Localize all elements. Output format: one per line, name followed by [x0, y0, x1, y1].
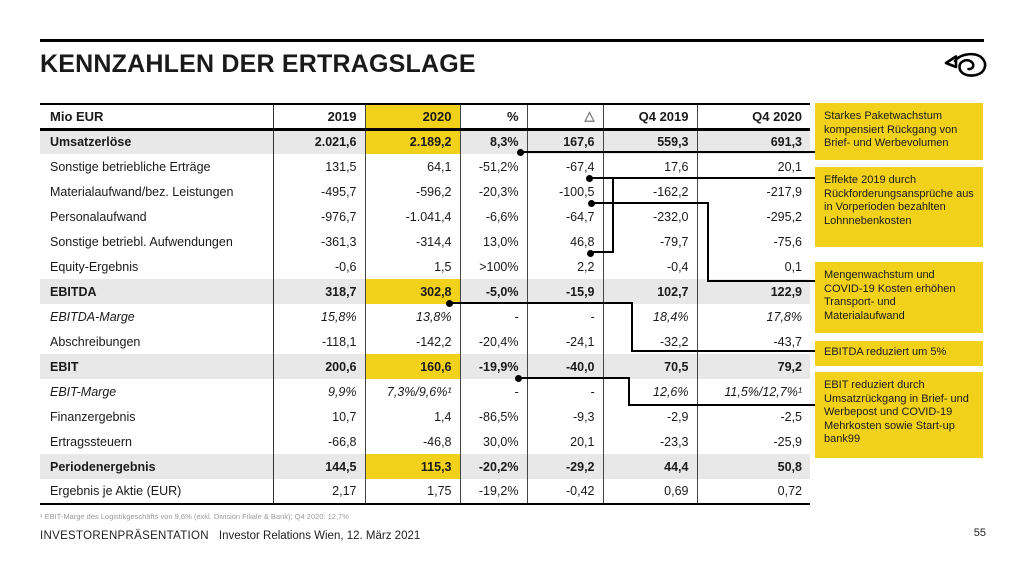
footnote: ¹ EBIT-Marge des Logistikgeschäfts von 9,6% (exkl. Division Filiale & Bank); Q4 2020: 12,7% [40, 512, 349, 521]
row-label: Ertragssteuern [50, 434, 132, 449]
cell-value: -1.041,4 [365, 204, 460, 229]
row-label: Sonstige betriebliche Erträge [50, 159, 211, 174]
table-row [40, 254, 810, 279]
cell-value: 20,1 [697, 154, 810, 179]
column-header-2020: 2020 [365, 104, 460, 129]
column-header-unit: Mio EUR [40, 104, 273, 129]
cell-value: - [460, 304, 527, 329]
annotation-ebit: EBIT reduziert durch Umsatzrückgang in Brief- und Werbepost und COVID-19 Mehrkosten sowie Start-up bank99 [815, 372, 983, 458]
cell-value: 2.021,6 [273, 129, 365, 154]
cell-value: >100% [460, 254, 527, 279]
cell-value: -495,7 [273, 179, 365, 204]
connector-ebitda-vline [631, 302, 633, 352]
footer-presentation-label: INVESTORENPRÄSENTATION [40, 530, 209, 542]
cell-value: -86,5% [460, 404, 527, 429]
cell-value: -361,3 [273, 229, 365, 254]
cell-value: -9,3 [527, 404, 603, 429]
row-label: Umsatzerlöse [40, 129, 273, 154]
annotation-effekte-2019: Effekte 2019 durch Rückforderungsansprüche aus in Vorperioden bezahlten Lohnnebenkosten [815, 167, 983, 247]
cell-value: 0,72 [697, 479, 810, 504]
cell-value: 144,5 [273, 454, 365, 479]
table-row [40, 179, 810, 204]
connector-material-hline2 [707, 280, 815, 282]
table-body [40, 129, 810, 504]
row-label: EBIT-Marge [50, 384, 117, 399]
cell-value: 46,8 [527, 229, 603, 254]
cell-value: -295,2 [697, 204, 810, 229]
cell-value: -20,4% [460, 329, 527, 354]
cell-value: -2,5 [697, 404, 810, 429]
cell-value: 115,3 [365, 454, 460, 479]
cell-value: -0,4 [603, 254, 697, 279]
row-label: Periodenergebnis [40, 454, 273, 479]
connector-material-hline1 [591, 202, 709, 204]
cell-value: -32,2 [603, 329, 697, 354]
page-number: 55 [973, 527, 986, 539]
cell-value: -51,2% [460, 154, 527, 179]
cell-value: 64,1 [365, 154, 460, 179]
column-header-percent: % [460, 104, 527, 129]
cell-value: 1,4 [365, 404, 460, 429]
row-label: Abschreibungen [50, 334, 141, 349]
table-row [40, 404, 810, 429]
cell-value: 0,1 [697, 254, 810, 279]
posthorn-logo-icon [940, 48, 992, 84]
table-row [40, 479, 810, 504]
cell-value: -64,7 [527, 204, 603, 229]
cell-value: - [460, 379, 527, 404]
cell-value: -2,9 [603, 404, 697, 429]
cell-value: -0,42 [527, 479, 603, 504]
cell-value: -67,4 [527, 154, 603, 179]
row-label: EBITDA [40, 279, 273, 304]
cell-value: 122,9 [697, 279, 810, 304]
connector-revenue-line [520, 151, 815, 153]
cell-value: 20,1 [527, 429, 603, 454]
table-row [40, 204, 810, 229]
title-rule [40, 39, 984, 42]
cell-value: -19,2% [460, 479, 527, 504]
cell-value: 50,8 [697, 454, 810, 479]
cell-value: 7,3%/9,6%¹ [365, 379, 460, 404]
cell-value: 302,8 [365, 279, 460, 304]
column-header-delta: △ [527, 104, 603, 129]
annotation-mengenwachstum: Mengenwachstum und COVID-19 Kosten erhöhen Transport- und Materialaufwand [815, 262, 983, 333]
connector-ebit-hline1 [518, 377, 630, 379]
row-label: Personalaufwand [50, 209, 147, 224]
cell-value: -15,9 [527, 279, 603, 304]
cell-value: -40,0 [527, 354, 603, 379]
cell-value: -24,1 [527, 329, 603, 354]
page-title: KENNZAHLEN DER ERTRAGSLAGE [40, 50, 476, 78]
connector-ebitda-hline2 [631, 350, 815, 352]
kpi-table [40, 103, 810, 505]
cell-value: 102,7 [603, 279, 697, 304]
annotation-paketwachstum: Starkes Paketwachstum kompensiert Rückgang von Brief- und Werbevolumen [815, 103, 983, 160]
table-row [40, 354, 810, 379]
connector-ebit-vline [628, 377, 630, 406]
cell-value: -25,9 [697, 429, 810, 454]
cell-value: 18,4% [603, 304, 697, 329]
cell-value: -162,2 [603, 179, 697, 204]
cell-value: 167,6 [527, 129, 603, 154]
cell-value: -20,3% [460, 179, 527, 204]
cell-value: 2,17 [273, 479, 365, 504]
cell-value: -43,7 [697, 329, 810, 354]
connector-ebit-hline2 [628, 404, 815, 406]
cell-value: -29,2 [527, 454, 603, 479]
row-label: Ergebnis je Aktie (EUR) [50, 484, 182, 498]
cell-value: -5,0% [460, 279, 527, 304]
table-row [40, 379, 810, 404]
row-label: EBIT [40, 354, 273, 379]
table-row [40, 279, 810, 304]
cell-value: -596,2 [365, 179, 460, 204]
table-header-row [40, 104, 810, 129]
cell-value: 17,6 [603, 154, 697, 179]
cell-value: 13,8% [365, 304, 460, 329]
cell-value: -0,6 [273, 254, 365, 279]
cell-value: 2,2 [527, 254, 603, 279]
cell-value: -232,0 [603, 204, 697, 229]
table-row [40, 429, 810, 454]
row-label: EBITDA-Marge [50, 309, 135, 324]
cell-value: 1,75 [365, 479, 460, 504]
cell-value: -66,8 [273, 429, 365, 454]
cell-value: 10,7 [273, 404, 365, 429]
cell-value: -19,9% [460, 354, 527, 379]
cell-value: 13,0% [460, 229, 527, 254]
cell-value: -118,1 [273, 329, 365, 354]
table-row [40, 304, 810, 329]
cell-value: -23,3 [603, 429, 697, 454]
connector-other-bracket-vline [612, 177, 614, 253]
cell-value: -6,6% [460, 204, 527, 229]
cell-value: -217,9 [697, 179, 810, 204]
cell-value: 200,6 [273, 354, 365, 379]
row-label: Sonstige betriebl. Aufwendungen [50, 234, 233, 249]
cell-value: -100,5 [527, 179, 603, 204]
cell-value: - [527, 379, 603, 404]
table-row [40, 229, 810, 254]
cell-value: -976,7 [273, 204, 365, 229]
row-label: Materialaufwand/bez. Leistungen [50, 184, 234, 199]
cell-value: -314,4 [365, 229, 460, 254]
cell-value: -79,7 [603, 229, 697, 254]
cell-value: 15,8% [273, 304, 365, 329]
footer [40, 530, 420, 542]
cell-value: - [527, 304, 603, 329]
connector-other-income-line [589, 177, 815, 179]
cell-value: 559,3 [603, 129, 697, 154]
connector-other-expenses-stub [590, 251, 614, 253]
cell-value: -46,8 [365, 429, 460, 454]
cell-value: 17,8% [697, 304, 810, 329]
cell-value: 44,4 [603, 454, 697, 479]
cell-value: 30,0% [460, 429, 527, 454]
cell-value: 691,3 [697, 129, 810, 154]
cell-value: 2.189,2 [365, 129, 460, 154]
table-row [40, 154, 810, 179]
cell-value: 0,69 [603, 479, 697, 504]
cell-value: 1,5 [365, 254, 460, 279]
connector-ebitda-hline1 [449, 302, 633, 304]
cell-value: -142,2 [365, 329, 460, 354]
cell-value: 131,5 [273, 154, 365, 179]
cell-value: 79,2 [697, 354, 810, 379]
cell-value: -75,6 [697, 229, 810, 254]
connector-material-vline [707, 202, 709, 282]
row-label: Finanzergebnis [50, 409, 136, 424]
cell-value: 70,5 [603, 354, 697, 379]
column-header-q4-2020: Q4 2020 [697, 104, 810, 129]
cell-value: 12,6% [603, 379, 697, 404]
cell-value: 9,9% [273, 379, 365, 404]
footer-detail: Investor Relations Wien, 12. März 2021 [218, 530, 421, 542]
cell-value: 8,3% [460, 129, 527, 154]
cell-value: -20,2% [460, 454, 527, 479]
annotation-ebitda: EBITDA reduziert um 5% [815, 341, 983, 366]
table-row [40, 454, 810, 479]
cell-value: 318,7 [273, 279, 365, 304]
cell-value: 160,6 [365, 354, 460, 379]
row-label: Equity-Ergebnis [50, 259, 139, 274]
column-header-q4-2019: Q4 2019 [603, 104, 697, 129]
cell-value: 11,5%/12,7%¹ [697, 379, 810, 404]
column-header-2019: 2019 [273, 104, 365, 129]
